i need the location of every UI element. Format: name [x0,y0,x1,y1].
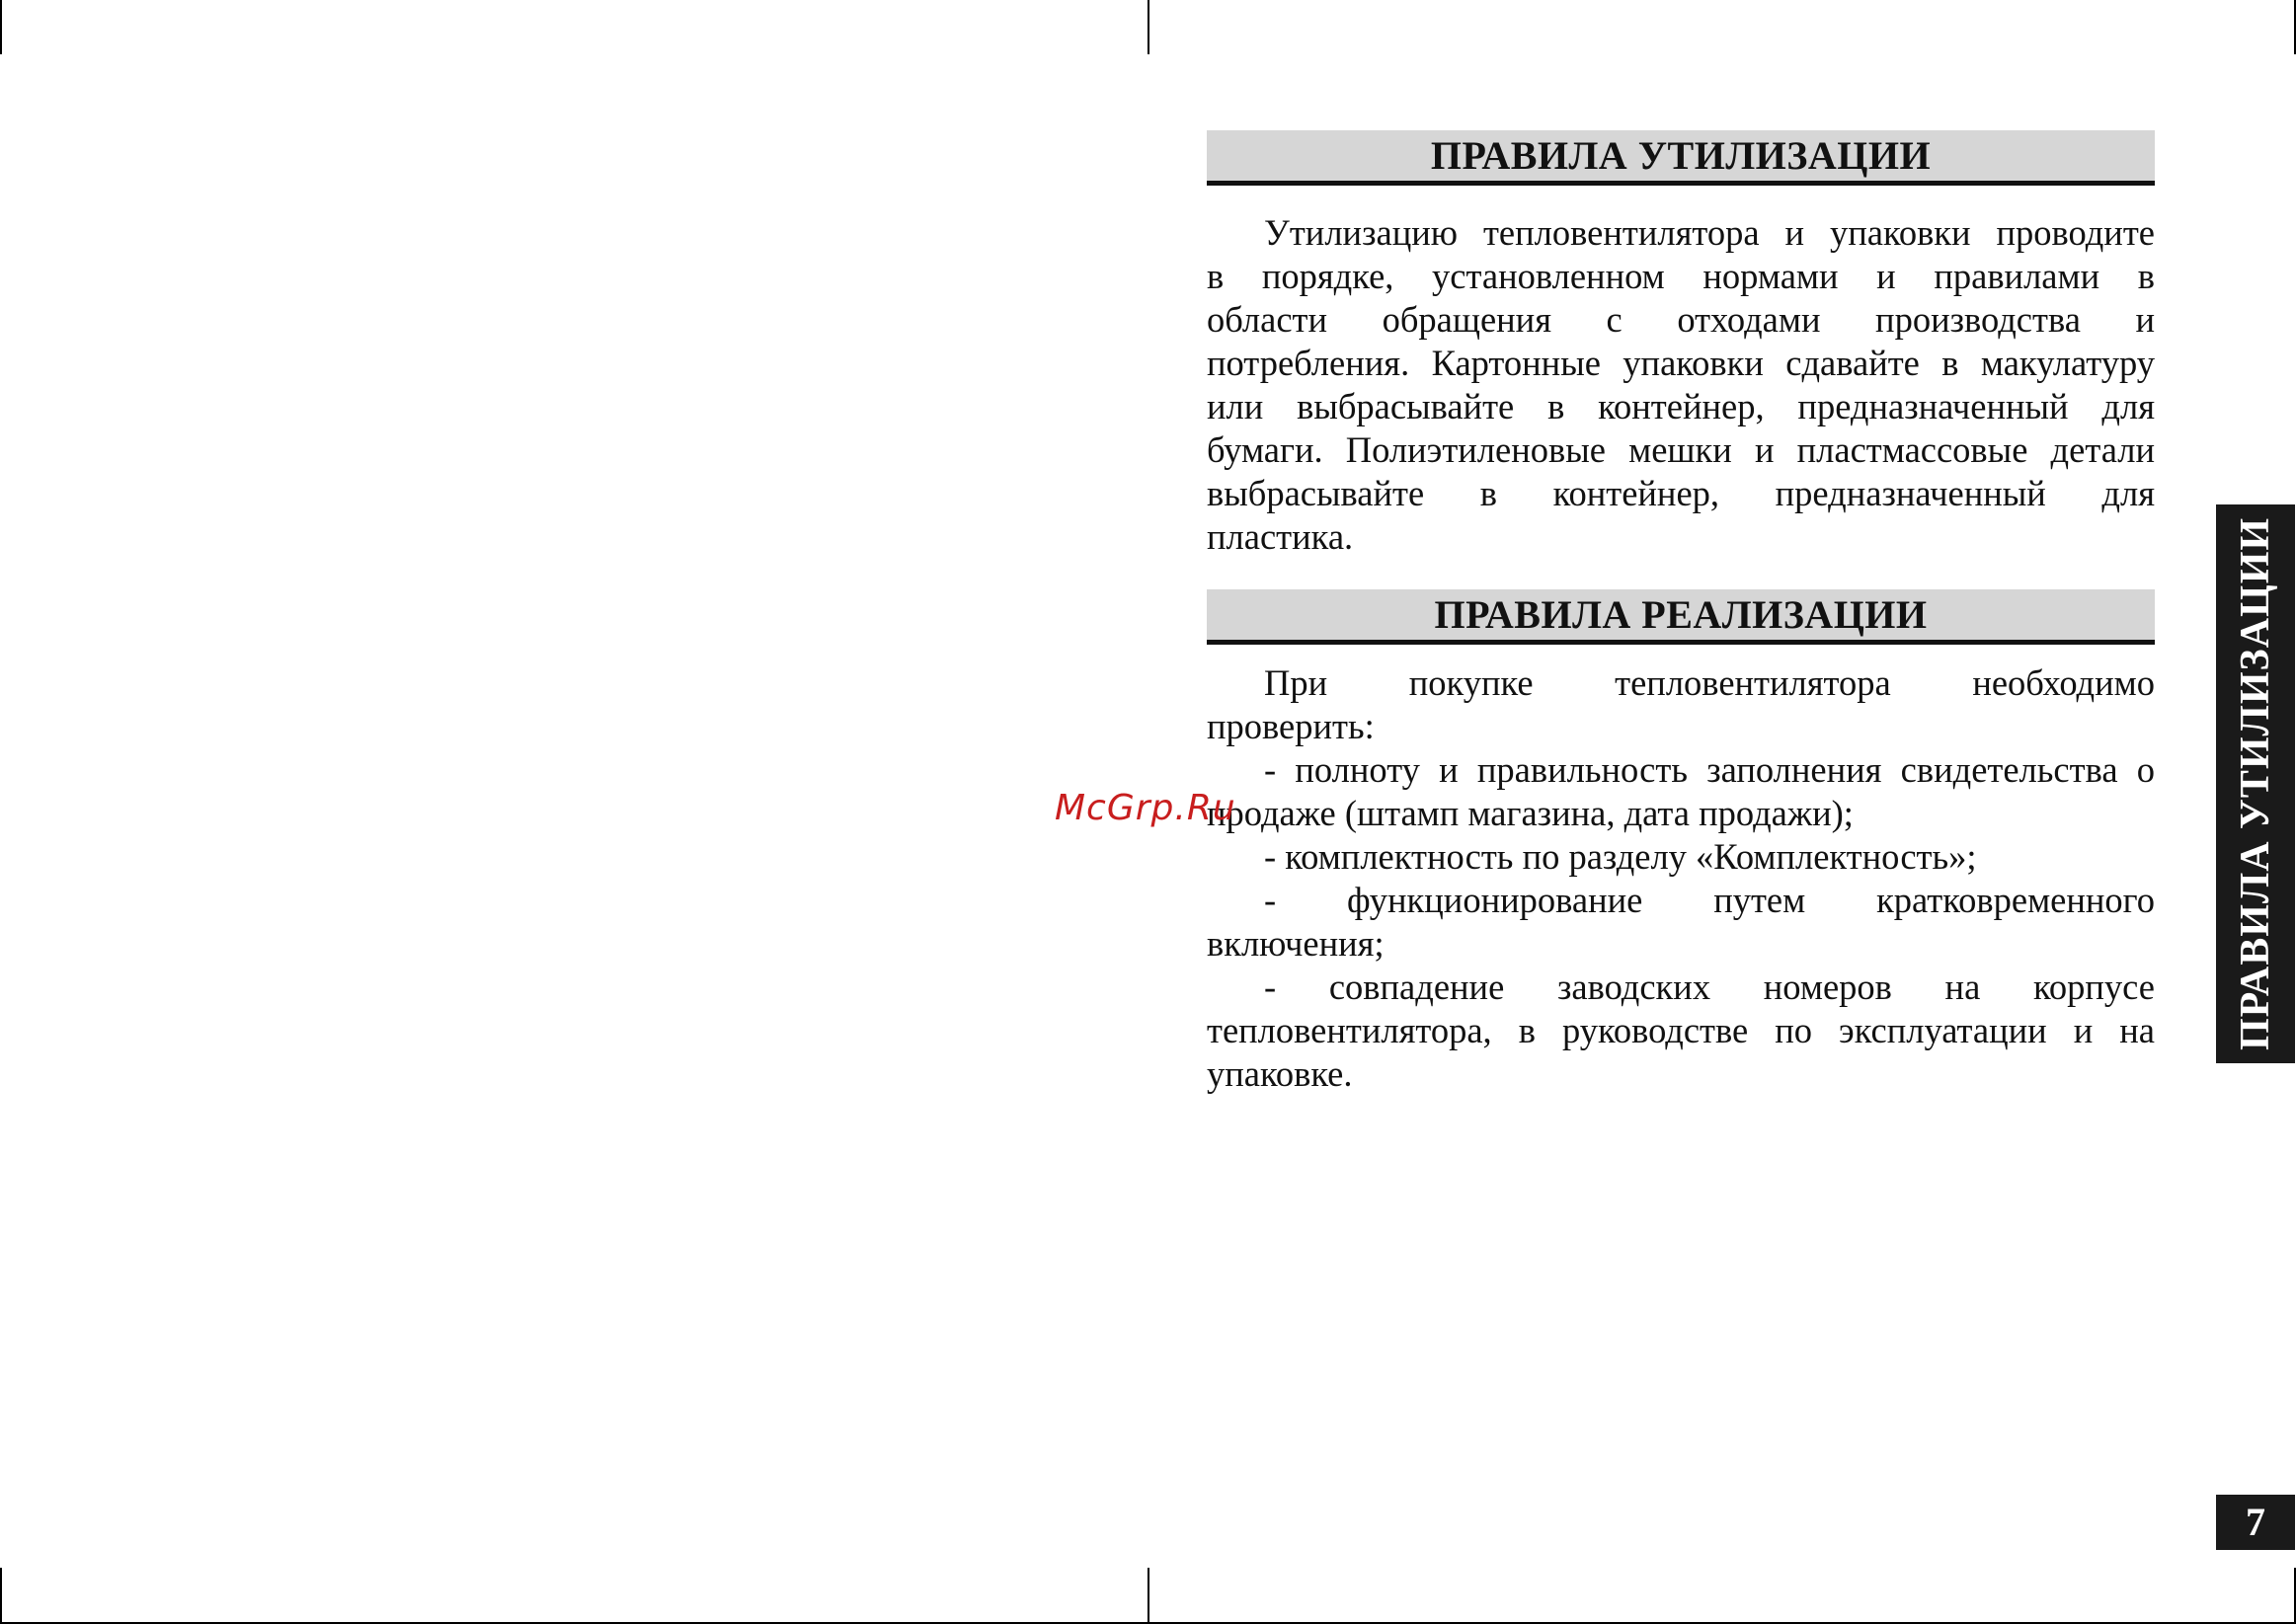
realization-paragraph [1207,661,2155,1096]
utilization-paragraph [1207,211,2155,559]
text-line: тепловентилятора, в руководстве по эксплуатации и на [1207,1010,2155,1050]
side-tab-label: ПРАВИЛА УТИЛИЗАЦИИ [2233,516,2278,1051]
list-item: - полноту и правильность заполнения свидетельства о [1264,749,2155,790]
page-number: 7 [2216,1495,2295,1550]
text-line: пластика. [1207,516,1354,557]
section-title-realization: ПРАВИЛА РЕАЛИЗАЦИИ [1207,589,2155,645]
crop-mark [0,1568,2,1624]
crop-mark [1148,0,1149,54]
text-line: включения; [1207,923,1385,964]
watermark: McGrp.Ru [1055,788,1236,828]
text-line: упаковке. [1207,1053,1353,1094]
list-item: - совпадение заводских номеров на корпусе [1264,967,2155,1007]
text-line: При покупке тепловентилятора необходимо [1264,662,2155,703]
text-line: продаже (штамп магазина, дата продажи); [1207,793,1854,833]
list-item: - функционирование путем кратковременного [1264,880,2155,920]
side-tab [2216,504,2295,1063]
section-title-utilization: ПРАВИЛА УТИЛИЗАЦИИ [1207,130,2155,186]
text-line: бумаги. Полиэтиленовые мешки и пластмассовые детали [1207,429,2155,470]
text-line: выбрасывайте в контейнер, предназначенный для [1207,473,2155,513]
text-line: проверить: [1207,706,1375,746]
text-line: или выбрасывайте в контейнер, предназначенный для [1207,386,2155,426]
text-line: потребления. Картонные упаковки сдавайте в макулатуру [1207,343,2155,383]
crop-mark [0,0,2,54]
text-line: области обращения с отходами производства и [1207,299,2155,340]
crop-mark [1148,1568,1149,1624]
list-item: - комплектность по разделу «Комплектность»; [1264,836,1977,877]
text-line: в порядке, установленном нормами и правилами в [1207,256,2155,296]
text-line: Утилизацию тепловентилятора и упаковки проводите [1264,212,2155,253]
